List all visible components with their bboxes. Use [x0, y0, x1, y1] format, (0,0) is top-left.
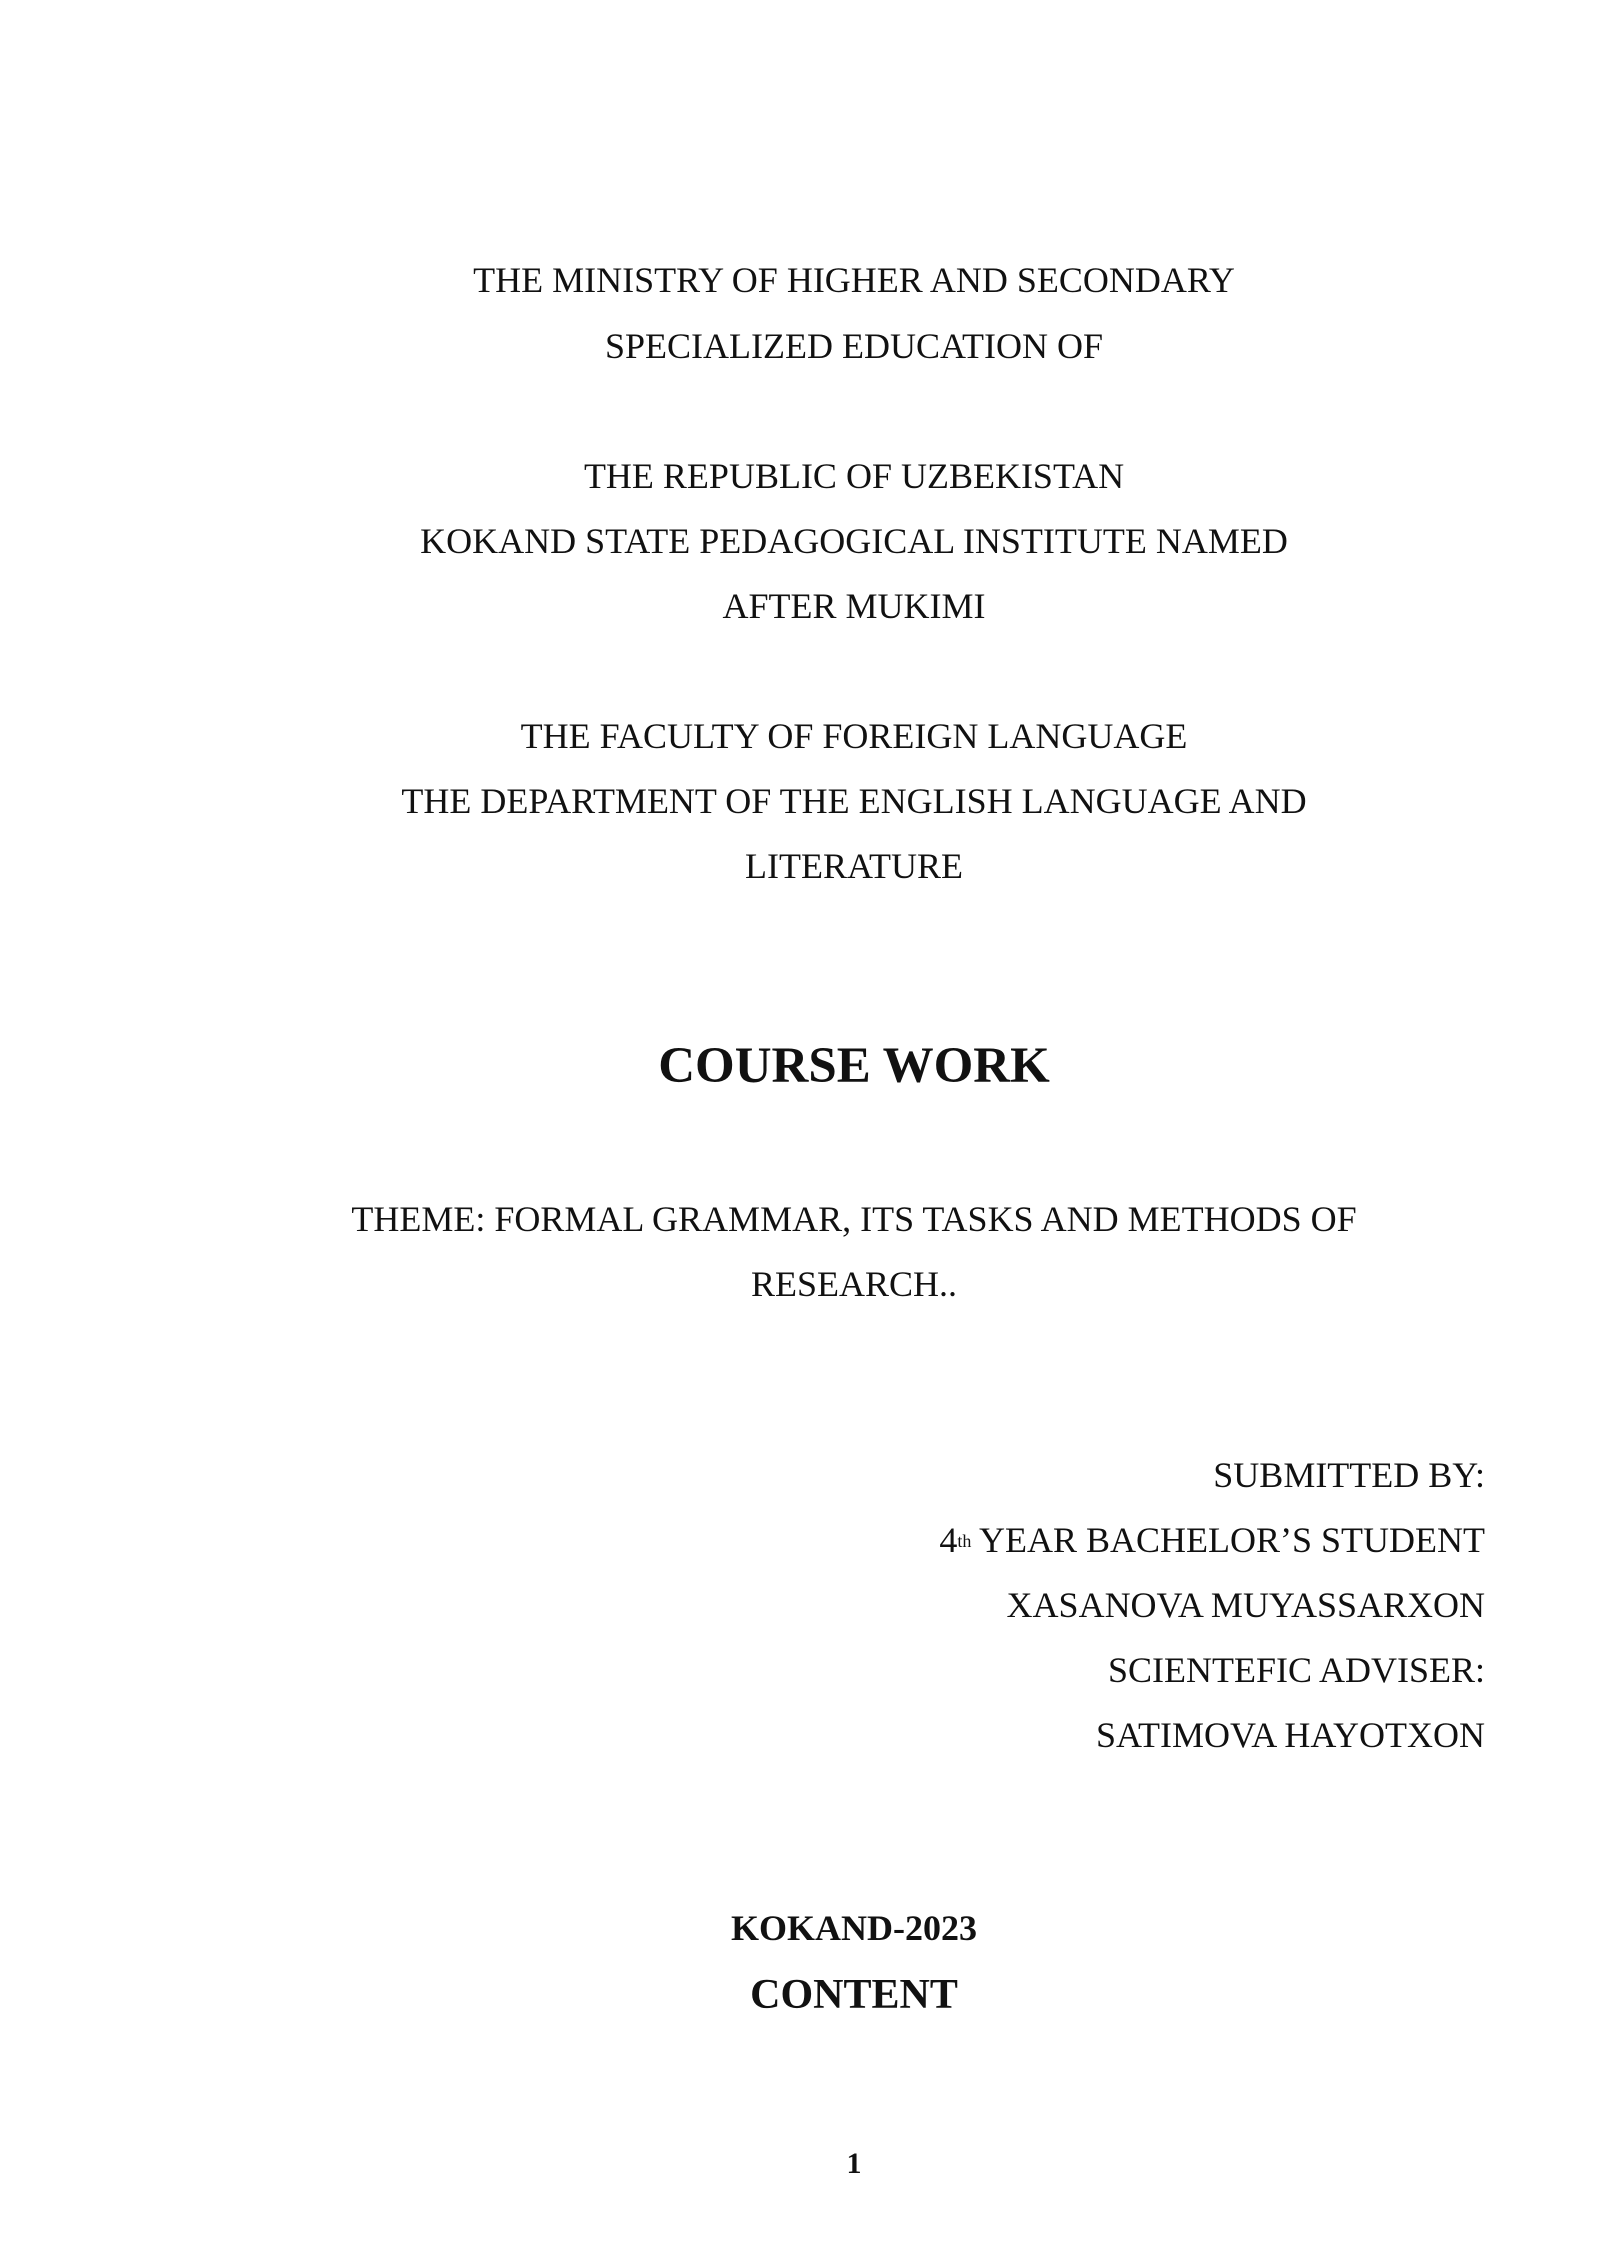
content-heading: CONTENT	[750, 1972, 958, 2018]
adviser-name: SATIMOVA HAYOTXON	[1095, 1715, 1485, 1755]
student-level-line	[0, 1518, 1485, 1562]
student-name: XASANOVA MUYASSARXON	[1006, 1585, 1485, 1625]
republic-line: THE REPUBLIC OF UZBEKISTAN	[583, 456, 1125, 496]
faculty-line: THE FACULTY OF FOREIGN LANGUAGE	[520, 716, 1188, 756]
institute-line-2: AFTER MUKIMI	[722, 586, 986, 626]
institute-line-1: KOKAND STATE PEDAGOGICAL INSTITUTE NAMED	[420, 521, 1288, 561]
adviser-label: SCIENTEFIC ADVISER:	[1107, 1650, 1485, 1690]
student-year: 4	[939, 1520, 958, 1560]
ministry-line-1: THE MINISTRY OF HIGHER AND SECONDARY	[473, 260, 1235, 300]
department-line-1: THE DEPARTMENT OF THE ENGLISH LANGUAGE AND	[401, 781, 1307, 821]
student-year-suffix: th	[957, 1531, 972, 1551]
department-line-2: LITERATURE	[745, 846, 963, 886]
page-number: 1	[846, 2147, 862, 2180]
theme-line-2: RESEARCH..	[750, 1264, 958, 1304]
student-level: YEAR BACHELOR’S STUDENT	[971, 1520, 1485, 1560]
course-work-title: COURSE WORK	[658, 1038, 1050, 1094]
ministry-line-2: SPECIALIZED EDUCATION OF	[605, 326, 1103, 366]
theme-line-1: THEME: FORMAL GRAMMAR, ITS TASKS AND METHODS OF	[351, 1199, 1357, 1239]
city-year: KOKAND-2023	[731, 1908, 977, 1948]
submitted-by-label: SUBMITTED BY:	[1213, 1455, 1485, 1495]
